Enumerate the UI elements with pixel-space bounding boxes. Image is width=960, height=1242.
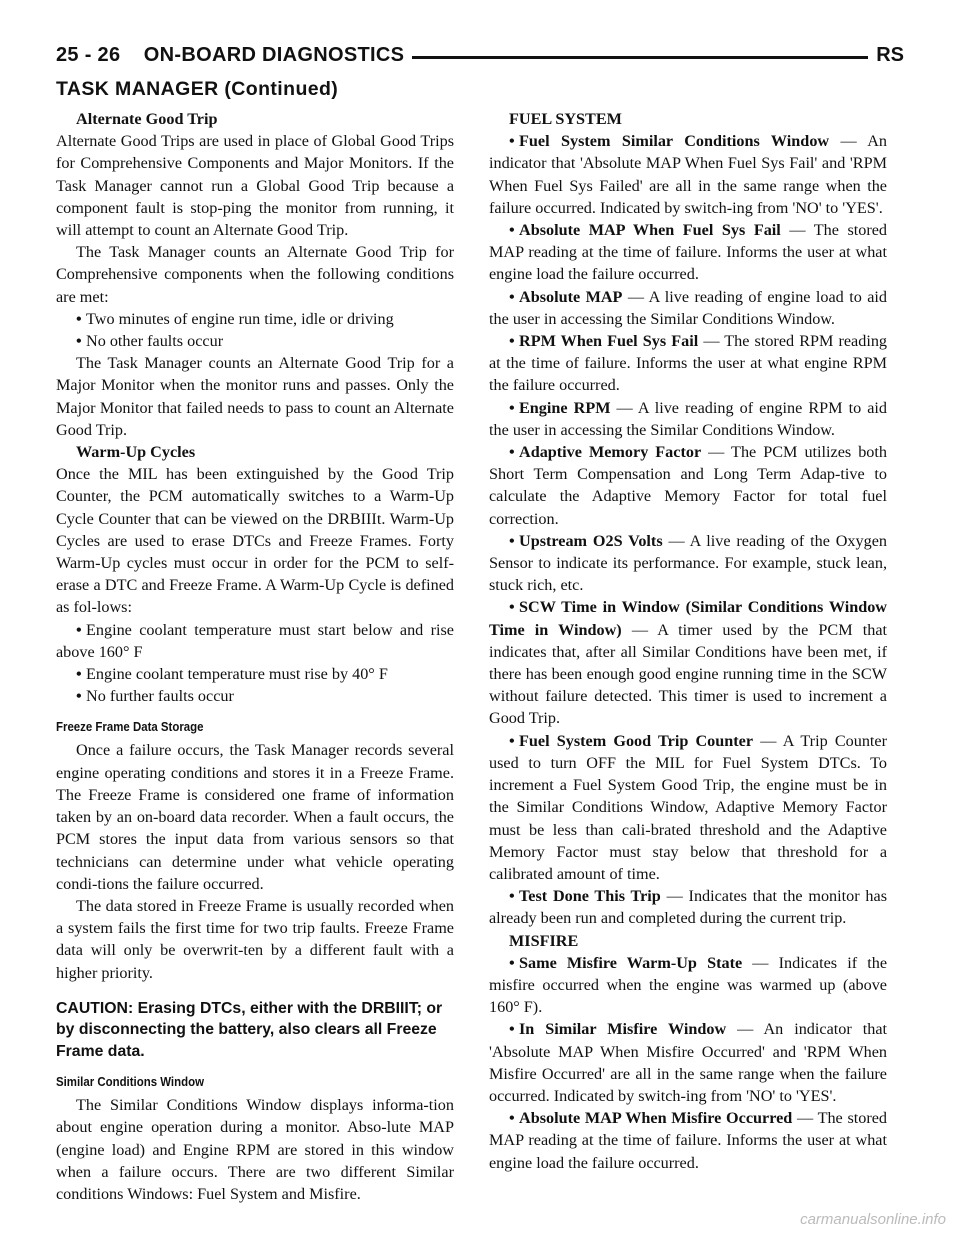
definition-item: • Engine RPM — A live reading of engine RPM to aid the user in accessing the Similar Conditions Window. bbox=[489, 398, 887, 439]
heading-warm-up-cycles: Warm-Up Cycles bbox=[76, 443, 196, 462]
definition-item: • Fuel System Good Trip Counter — A Trip Counter used to turn OFF the MIL for Fuel System DTCs. To increment a Fuel System Good Trip, the engine must be in the Similar Conditions Window, Adaptive Memory Factor must be less than cali-brated threshold and the Adaptive Memory Factor must stay below that threshold for a calibrated amount of time. bbox=[489, 731, 887, 883]
paragraph: The Similar Conditions Window displays informa-tion about engine operation during a monitor. Abso-lute MAP (engine load) and Engine RPM are stored in this window when a failure occurs. There are two different Similar conditions Windows: Fuel System and Misfire. bbox=[56, 1096, 454, 1204]
bullet-icon: • bbox=[76, 620, 82, 639]
definition-item: • Upstream O2S Volts — A live reading of the Oxygen Sensor to indicate its performance. For example, stuck lean, stuck rich, etc. bbox=[489, 531, 887, 595]
subheading-freeze-frame: Freeze Frame Data Storage bbox=[56, 719, 204, 735]
right-column bbox=[489, 108, 887, 1174]
bullet-icon: • bbox=[509, 443, 515, 462]
definition-item: • In Similar Misfire Window — An indicator that 'Absolute MAP When Misfire Occurred' and 'RPM When Misfire Occurred' are all in the same range when the failure occurred. Indicated by switch-ing from 'NO' to 'YES'. bbox=[489, 1020, 888, 1105]
bullet-icon: • bbox=[76, 687, 82, 706]
bullet-icon: • bbox=[509, 531, 515, 550]
bullet-icon: • bbox=[509, 398, 515, 417]
definition-item: • Adaptive Memory Factor — The PCM utilizes both Short Term Compensation and Long Term Adap-tive to calculate the Adaptive Memory Factor for total fuel correction. bbox=[489, 443, 887, 528]
definition-item: • SCW Time in Window (Similar Conditions Window Time in Window) — A timer used by the PCM that indicates that, after all Similar Conditions have been met, if there has been enough good engine running time in the SCW without failure detected. This timer is used to increment a Good Trip. bbox=[489, 598, 888, 728]
bullet-icon: • bbox=[509, 731, 515, 750]
heading-fuel-system: FUEL SYSTEM bbox=[509, 110, 622, 128]
bullet-icon: • bbox=[509, 287, 515, 306]
page-header bbox=[56, 44, 904, 72]
bullet-item: • Two minutes of engine run time, idle or driving bbox=[56, 308, 454, 330]
definition-item: • Absolute MAP When Fuel Sys Fail — The stored MAP reading at the time of failure. Informs the user at what engine load the failure occurred. bbox=[489, 221, 888, 284]
heading-misfire: MISFIRE bbox=[509, 931, 579, 950]
definition-item: • Test Done This Trip — Indicates that the monitor has already been run and completed during the current trip. bbox=[489, 887, 887, 928]
definition-item: • Fuel System Similar Conditions Window — An indicator that 'Absolute MAP When Fuel Sys Fail' and 'RPM When Fuel Sys Failed' are all in the same range when the failure occurred. Indicated by switch-ing from 'NO' to 'YES'. bbox=[489, 132, 888, 217]
heading-alternate-good-trip: Alternate Good Trip bbox=[76, 110, 218, 128]
bullet-icon: • bbox=[509, 598, 515, 617]
paragraph: Once the MIL has been extinguished by the Good Trip Counter, the PCM automatically switches to a Warm-Up Cycle Counter that can be viewed on the DRBIIIt. Warm-Up Cycles are used to erase DTCs and Freeze Frames. Forty Warm-Up cycles must occur in order for the PCM to self-erase a DTC and Freeze Frame. A Warm-Up Cycle is defined as fol-lows: bbox=[56, 465, 454, 617]
definition-item: • Absolute MAP — A live reading of engine load to aid the user in accessing the Similar Conditions Window. bbox=[489, 287, 887, 328]
definition-item: • RPM When Fuel Sys Fail — The stored RPM reading at the time of failure. Informs the user at what engine RPM the failure occurred. bbox=[489, 332, 888, 395]
bullet-item: • No further faults occur bbox=[56, 685, 454, 707]
watermark-footer: carmanualsonline.info bbox=[800, 1211, 946, 1228]
paragraph: Alternate Good Trips are used in place of Global Good Trips for Comprehensive Components and Major Monitors. If the Task Manager cannot run a Global Good Trip because a component fault is stop-ping the monitor from running, it will attempt to count an Alternate Good Trip. bbox=[56, 132, 454, 240]
subheading-similar-conditions: Similar Conditions Window bbox=[56, 1074, 204, 1090]
definition-item: • Same Misfire Warm-Up State — Indicates if the misfire occurred when the engine was warmed up (above 160° F). bbox=[489, 953, 888, 1017]
bullet-icon: • bbox=[509, 1020, 515, 1039]
paragraph: The Task Manager counts an Alternate Good Trip for a Major Monitor when the monitor runs and passes. Only the Major Monitor that failed needs to pass to count an Alternate Good Trip. bbox=[56, 354, 454, 439]
section-title: TASK MANAGER (Continued) bbox=[56, 78, 339, 100]
bullet-icon: • bbox=[509, 221, 515, 240]
bullet-icon: • bbox=[76, 332, 82, 351]
bullet-item: • Engine coolant temperature must rise by 40° F bbox=[56, 663, 454, 685]
paragraph: The data stored in Freeze Frame is usually recorded when a system fails the first time for two trip faults. Freeze Frame data will only be overwrit-ten by a different fault with a higher priority. bbox=[56, 896, 454, 982]
bullet-icon: • bbox=[509, 1109, 515, 1128]
left-column bbox=[56, 108, 454, 1205]
bullet-icon: • bbox=[76, 665, 82, 684]
bullet-icon: • bbox=[76, 309, 82, 328]
definition-item: • Absolute MAP When Misfire Occurred — The stored MAP reading at the time of failure. Informs the user at what engine load the failure occurred. bbox=[489, 1109, 887, 1172]
vehicle-code: RS bbox=[868, 44, 904, 67]
bullet-icon: • bbox=[509, 332, 515, 351]
bullet-item: • No other faults occur bbox=[56, 330, 454, 352]
bullet-icon: • bbox=[509, 953, 515, 972]
bullet-icon: • bbox=[509, 132, 515, 151]
bullet-icon: • bbox=[509, 887, 515, 906]
paragraph: The Task Manager counts an Alternate Good Trip for Comprehensive components when the following conditions are met: bbox=[56, 243, 454, 306]
bullet-item: • Engine coolant temperature must start below and rise above 160° F bbox=[56, 620, 454, 661]
caution-note: CAUTION: Erasing DTCs, either with the DRBIIIT; or by disconnecting the battery, also clears all Freeze Frame data. bbox=[56, 999, 443, 1060]
paragraph: Once a failure occurs, the Task Manager records several engine operating conditions and stores it in a Freeze Frame. The Freeze Frame is considered one frame of information taken by an on-board data recorder. When a fault occurs, the PCM stores the input data from various sensors so that technicians can determine under what vehicle operating condi-tions the failure occurred. bbox=[56, 741, 454, 893]
page-number-chapter: 25 - 26 ON-BOARD DIAGNOSTICS bbox=[56, 44, 412, 67]
